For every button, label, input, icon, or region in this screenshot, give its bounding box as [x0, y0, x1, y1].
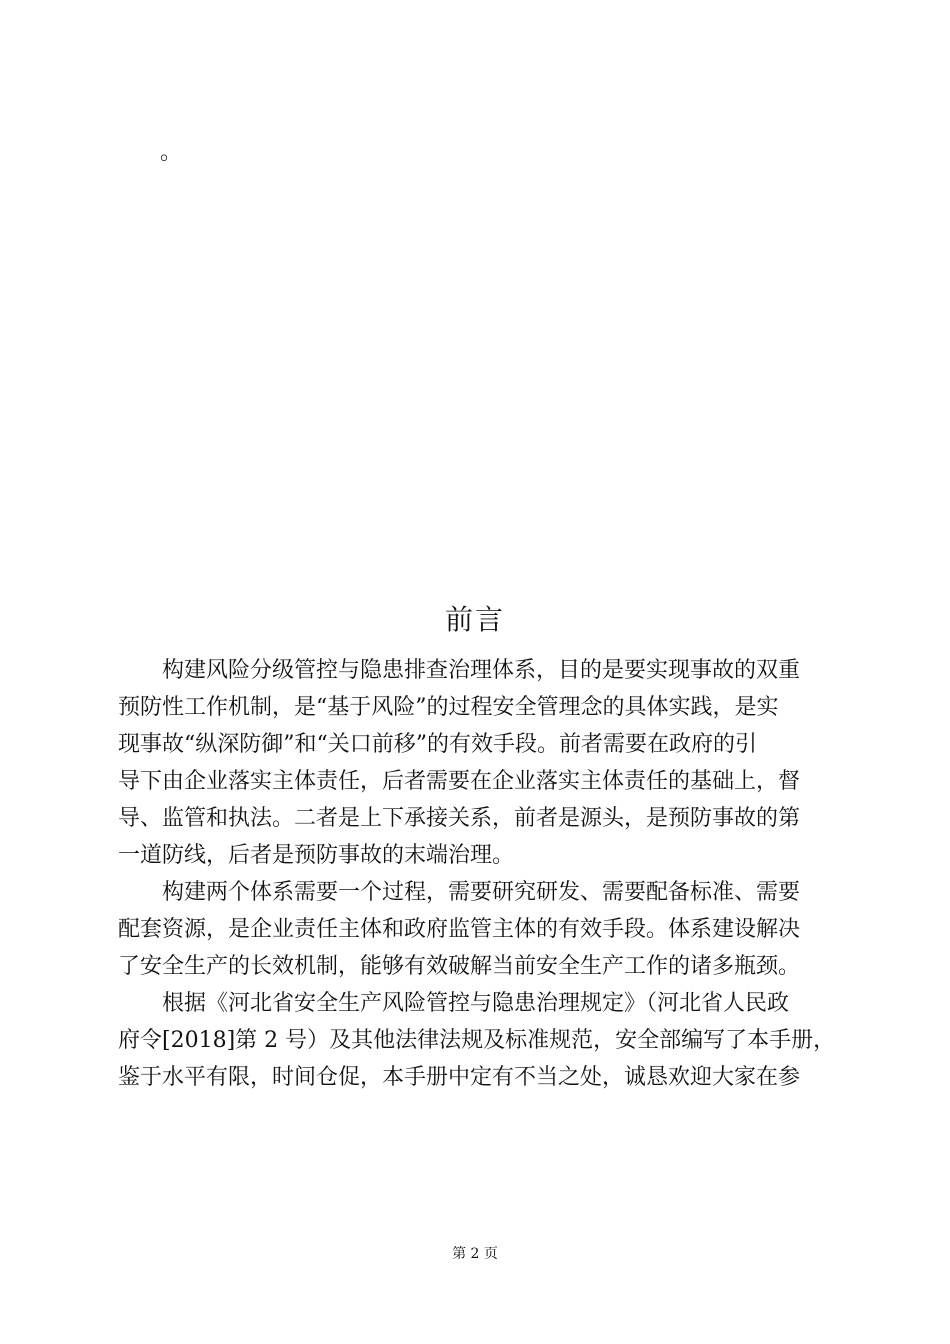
page-number: 第 2 页: [452, 1246, 498, 1262]
leading-punctuation: 。: [160, 140, 183, 165]
text-line: 鉴于水平有限，时间仓促，本手册中定有不当之处，诚恳欢迎大家在参: [118, 1065, 801, 1090]
text-line: 府令[2018]第 2 号）及其他法律法规及标准规范，安全部编写了本手册，: [118, 1028, 836, 1053]
text-line: 了安全生产的长效机制，能够有效破解当前安全生产工作的诸多瓶颈。: [118, 954, 801, 979]
text-line: 导下由企业落实主体责任，后者需要在企业落实主体责任的基础上，督: [118, 769, 801, 794]
text-line: 配套资源，是企业责任主体和政府监管主体的有效手段。体系建设解决: [118, 917, 801, 942]
text-line: 预防性工作机制，是“基于风险”的过程安全管理念的具体实践，是实: [118, 695, 779, 720]
text-line: 一道防线，后者是预防事故的末端治理。: [118, 843, 515, 868]
text-line: 构建两个体系需要一个过程，需要研究研发、需要配备标准、需要: [162, 880, 801, 905]
text-line: 现事故“纵深防御”和“关口前移”的有效手段。前者需要在政府的引: [118, 732, 757, 757]
text-line: 构建风险分级管控与隐患排查治理体系，目的是要实现事故的双重: [162, 658, 801, 683]
preface-body: [118, 652, 834, 1096]
section-title: 前言: [444, 603, 505, 636]
text-line: 导、监管和执法。二者是上下承接关系，前者是源头，是预防事故的第: [118, 806, 801, 831]
text-line: 根据《河北省安全生产风险管控与隐患治理规定》（河北省人民政: [162, 991, 790, 1016]
